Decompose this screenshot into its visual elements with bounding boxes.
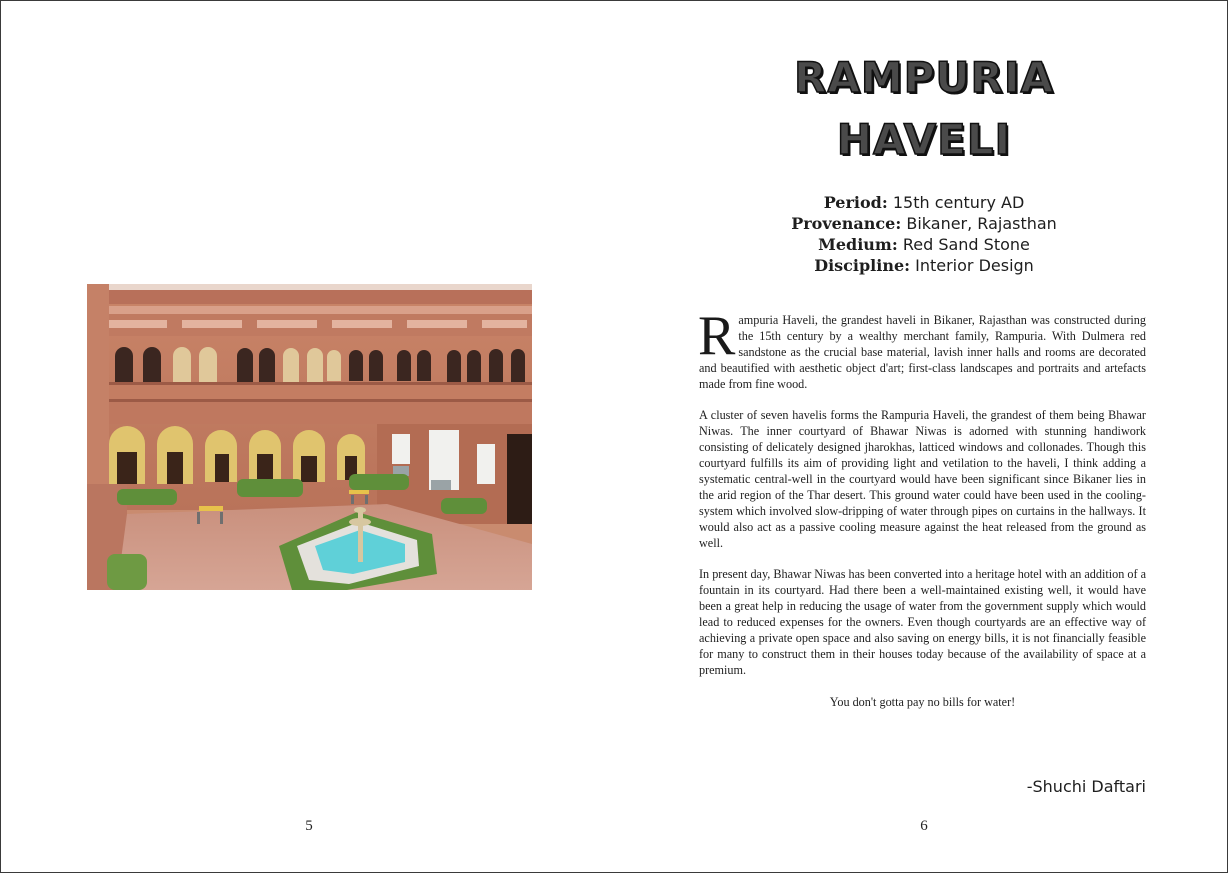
artwork-details	[714, 192, 1134, 276]
right-page	[614, 1, 1227, 872]
tagline: You don't gotta pay no bills for water!	[829, 694, 1016, 709]
paragraph-1	[698, 305, 1146, 393]
article-title	[714, 47, 1134, 171]
article-body	[698, 305, 1146, 727]
detail-discipline	[714, 255, 1134, 276]
detail-value: 15th century AD	[887, 193, 1025, 212]
left-page	[1, 1, 614, 872]
detail-period	[714, 192, 1134, 213]
detail-key: Discipline:	[814, 256, 911, 275]
haveli-courtyard-illustration	[87, 284, 532, 590]
detail-key: Medium:	[818, 235, 898, 254]
detail-key: Period:	[823, 193, 888, 212]
detail-value: Red Sand Stone	[897, 235, 1030, 254]
author-signature: -Shuchi Daftari	[1026, 777, 1146, 796]
detail-medium	[714, 234, 1134, 255]
title-line-2: HAVELI	[836, 115, 1012, 164]
paragraph-3: In present day, Bhawar Niwas has been converted into a heritage hotel with an addition of a fountain in its courtyard. Had there been a well-maintained existing well, it would have been a great help in reducing the usage of water from the government supply which would lead to reduced expenses for the owners. Even though courtyards are an effective way of achieving a private open space and also saving on energy bills, it is not financially feasible for many to construct them in their houses today because of the availability of space at a premium.	[699, 567, 1146, 677]
detail-value: Interior Design	[910, 256, 1034, 275]
paragraph-1-text: ampuria Haveli, the grandest haveli in Bikaner, Rajasthan was constructed during the 15th century by a wealthy merchant family, Rampuria. With Dulmera red sandstone as the crucial base material, lavish inner halls and rooms are decorated and beautified with aesthetic object d'art; first-class landscapes and portraits and artefacts made from fine wood.	[699, 313, 1146, 391]
detail-provenance	[714, 213, 1134, 234]
detail-key: Provenance:	[791, 214, 902, 233]
detail-value: Bikaner, Rajasthan	[901, 214, 1057, 233]
page-number-left: 5	[305, 818, 313, 834]
paragraph-2: A cluster of seven havelis forms the Rampuria Haveli, the grandest of them being Bhawar Niwas. The inner courtyard of Bhawar Niwas is adorned with stunning handiwork consisting of delicately designed jharokhas, latticed windows and collonades. Though this courtyard fulfills its aim of providing light and vetilation to the haveli, I think adding a systematic central-well in the courtyard would have been significant since Bikaner lies in the arid region of the Thar desert. This ground water could have been used in the cooling-system which involved slow-dripping of water through pipes on curtains in the hallways. It would also act as a passive cooling measure against the heat released from the ground as well.	[699, 408, 1146, 550]
drop-cap: R	[698, 305, 736, 367]
title-line-1: RAMPURIA	[794, 53, 1054, 102]
courtyard-photo	[87, 284, 532, 590]
page-number-right: 6	[920, 818, 928, 834]
